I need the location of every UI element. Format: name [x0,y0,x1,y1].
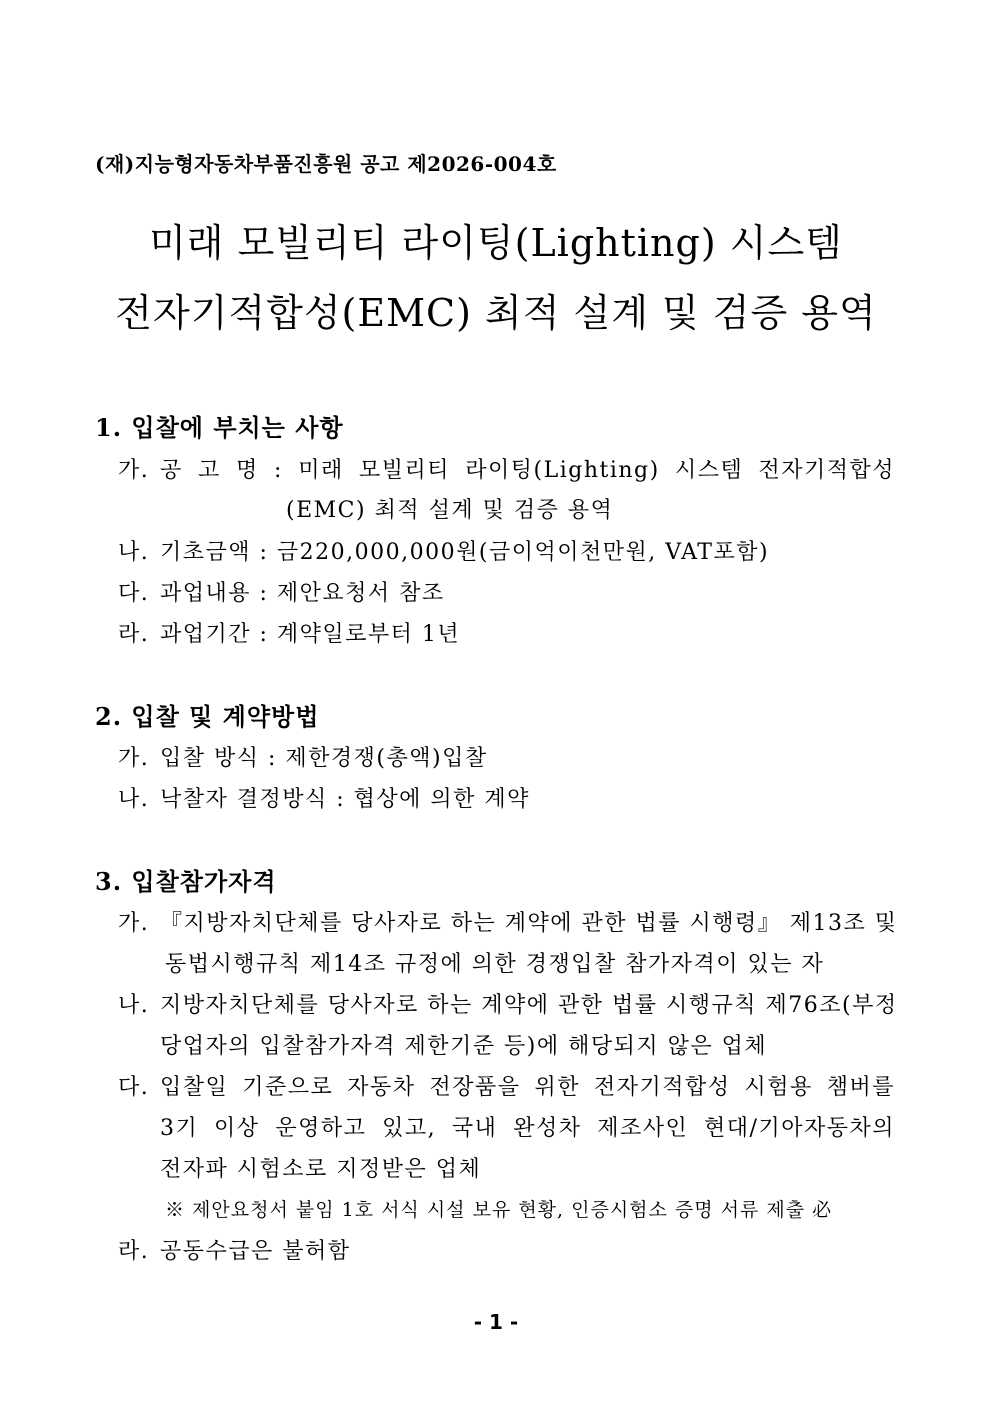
section-3-item-da-text-cont-1: 3기 이상 운영하고 있고, 국내 완성차 제조사인 현대/기아자동차의 [160,1116,895,1141]
section-3-item-da-note: ※ 제안요청서 붙임 1호 서식 시설 보유 현황, 인증시험소 증명 서류 제출 必 [165,1199,833,1221]
section-3-item-na-text-cont: 당업자의 입찰참가자격 제한기준 등)에 해당되지 않은 업체 [160,1034,768,1059]
section-3-item-ga-marker: 가. [118,911,150,936]
section-1-item-na-marker: 나. [118,540,150,565]
section-3-item-da-text: 입찰일 기준으로 자동차 전장품을 위한 전자기적합성 시험용 챔버를 [160,1075,895,1100]
section-1-item-da-text: 과업내용 : 제안요청서 참조 [160,581,445,606]
section-1-item-ga-text: 공 고 명 : 미래 모빌리티 라이팅(Lighting) 시스템 전자기적합성 [160,458,895,483]
section-1-item-ra-marker: 라. [118,622,150,647]
section-3-item-da-marker: 다. [118,1075,150,1100]
section-1-item-ga-text-cont: (EMC) 최적 설계 및 검증 용역 [286,498,614,523]
section-1-heading: 1. 입찰에 부치는 사항 [95,413,344,442]
section-3-item-da-text-cont-2: 전자파 시험소로 지정받은 업체 [160,1157,482,1182]
notice-number: (재)지능형자동차부품진흥원 공고 제2026-004호 [95,152,557,176]
section-3-heading: 3. 입찰참가자격 [95,867,277,896]
section-2-item-na-text: 낙찰자 결정방식 : 협상에 의한 계약 [160,787,530,812]
document-title-line-1: 미래 모빌리티 라이팅(Lighting) 시스템 [149,221,843,265]
document-title-line-2: 전자기적합성(EMC) 최적 설계 및 검증 용역 [115,291,877,335]
section-3-item-ra-marker: 라. [118,1239,150,1264]
page-number: - 1 - [473,1310,519,1334]
section-3-item-ga-text-cont: 동법시행규칙 제14조 규정에 의한 경쟁입찰 참가자격이 있는 자 [165,952,825,977]
section-1-item-na-text: 기초금액 : 금220,000,000원(금이억이천만원, VAT포함) [160,540,770,565]
section-3-item-na-text: 지방자치단체를 당사자로 하는 계약에 관한 법률 시행규칙 제76조(부정 [160,993,898,1018]
section-1-item-da-marker: 다. [118,581,150,606]
section-2-item-ga-marker: 가. [118,746,150,771]
section-2-item-na-marker: 나. [118,787,150,812]
section-1-item-ra-text: 과업기간 : 계약일로부터 1년 [160,622,461,647]
section-3-item-na-marker: 나. [118,993,150,1018]
section-2-item-ga-text: 입찰 방식 : 제한경쟁(총액)입찰 [160,746,488,771]
section-1-item-ga-marker: 가. [118,458,150,483]
section-3-item-ra-text: 공동수급은 불허함 [160,1239,351,1264]
section-2-heading: 2. 입찰 및 계약방법 [95,702,320,731]
section-3-item-ga-text: 『지방자치단체를 당사자로 하는 계약에 관한 법률 시행령』 제13조 및 [160,911,898,936]
